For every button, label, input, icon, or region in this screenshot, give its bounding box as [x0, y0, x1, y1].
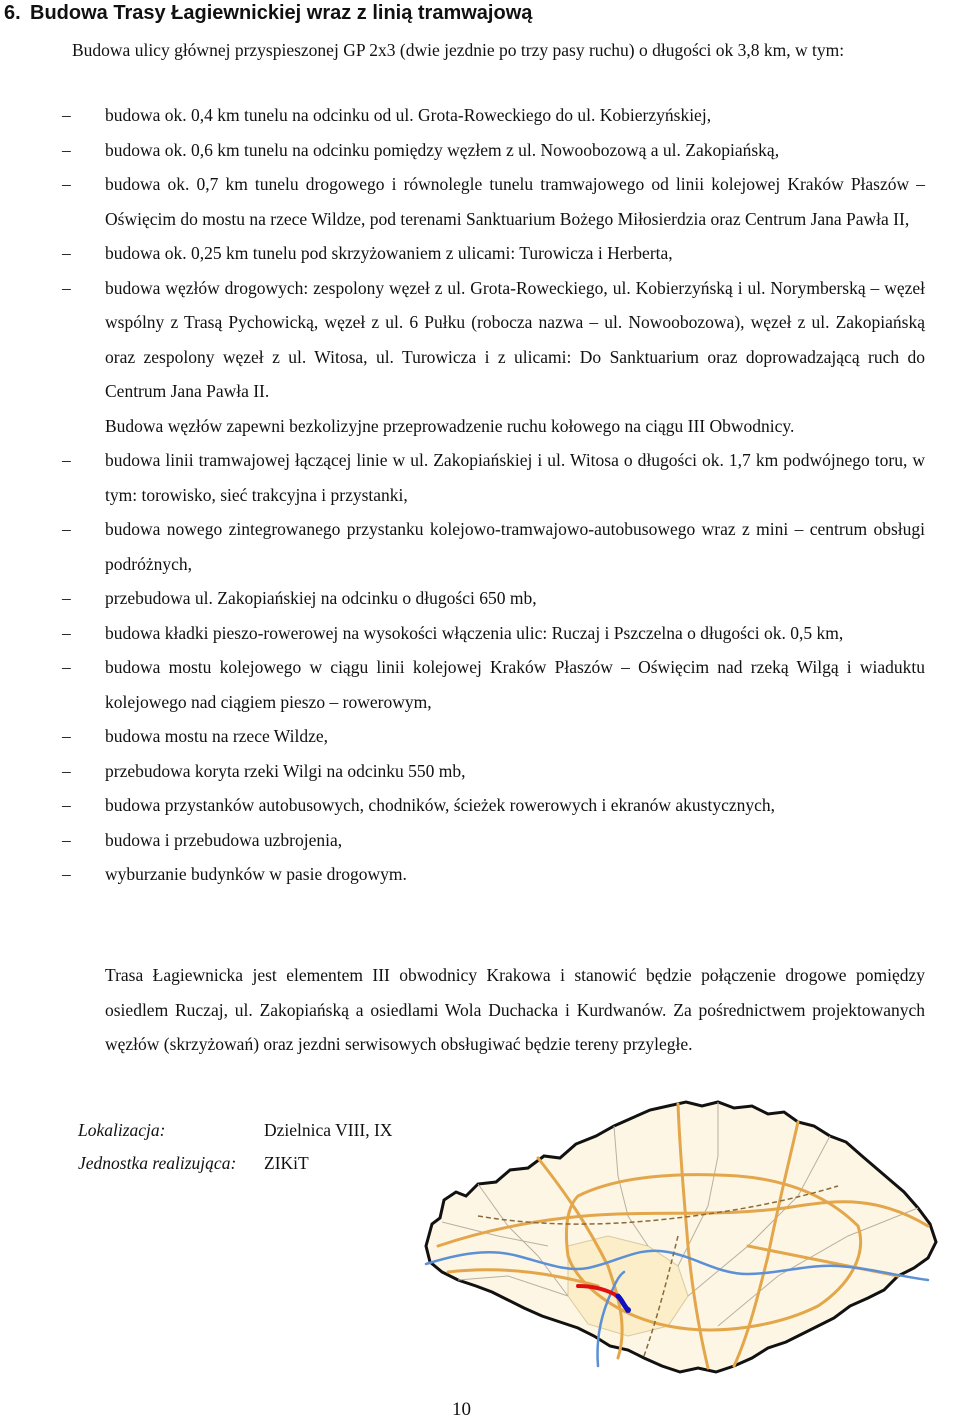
tram-node — [625, 1307, 631, 1313]
list-item: – przebudowa ul. Zakopiańskiej na odcinku o długości 650 mb, — [62, 581, 925, 616]
location-value: Dzielnica VIII, IX — [264, 1120, 393, 1140]
bullet-dash: – — [62, 829, 71, 850]
inline-note: Budowa węzłów zapewni bezkolizyjne przeprowadzenie ruchu kołowego na ciągu III Obwodnicy. — [105, 415, 795, 436]
list-item: – budowa i przebudowa uzbrojenia, — [62, 823, 925, 858]
bullet-dash: – — [62, 760, 71, 781]
list-item: – budowa ok. 0,25 km tunelu pod skrzyżowaniem z ulicami: Turowicza i Herberta, — [62, 236, 925, 271]
list-item: – budowa kładki pieszo-rowerowej na wysokości włączenia ulic: Ruczaj i Pszczelna o długości ok. 0,5 km, — [62, 616, 925, 651]
bullet-dash: – — [62, 864, 71, 884]
closing-paragraph: Trasa Łagiewnicka jest elementem III obwodnicy Krakowa i stanowić będzie połączenie drogowe pomiędzy osiedlem Ruczaj, ul. Zakopiańską a osiedlami Wola Duchacka i Kurdwanów. Za pośrednictwem projektowanych węzłów (skrzyżowań) oraz jezdni serwisowych obsługiwać będzie tereny przyległe. — [105, 965, 925, 1054]
page-number: 10 — [452, 1399, 471, 1420]
section-heading — [4, 2, 532, 25]
section-number: 6. — [4, 2, 21, 24]
list-item: – budowa ok. 0,6 km tunelu na odcinku pomiędzy węzłem z ul. Nowoobozową a ul. Zakopiańską, — [62, 133, 925, 168]
list-item: – budowa mostu na rzece Wildze, — [62, 719, 925, 754]
bullet-dash: – — [62, 622, 71, 643]
unit-value: ZIKiT — [264, 1153, 309, 1173]
bullet-dash: – — [62, 726, 71, 746]
bullet-dash: – — [62, 588, 71, 608]
bullet-dash: – — [62, 450, 71, 470]
list-item: – budowa linii tramwajowej łączącej linie w ul. Zakopiańskiej i ul. Witosa o długości ok. 1,7 km podwójnego toru, w tym: torowisko, sieć trakcyjna i przystanki, — [62, 443, 925, 512]
list-item: – przebudowa koryta rzeki Wilgi na odcinku 550 mb, — [62, 754, 925, 789]
list-item: – budowa węzłów drogowych: zespolony węzeł z ul. Grota-Roweckiego, ul. Kobierzyńską i ul. Norymberską – węzeł wspólny z Trasą Pychowicką, węzeł z ul. 6 Pułku (robocza nazwa – ul. Nowoobozowa), węzeł z ul. Zakopiańską oraz zespolony węzeł z ul. Witosa, ul. Turowicza i z ulicami: Do Sanktuarium oraz doprowadzającą ruch do Centrum Jana Pawła II. — [62, 271, 925, 409]
bullet-dash: – — [62, 519, 71, 539]
bullet-dash: – — [62, 243, 71, 263]
unit-label: Jednostka realizująca: — [78, 1153, 237, 1173]
intro-paragraph: Budowa ulicy głównej przyspieszonej GP 2x3 (dwie jezdnie po trzy pasy ruchu) o długości ok 3,8 km, w tym: — [72, 40, 845, 60]
section-title: Budowa Trasy Łagiewnickiej wraz z linią tramwajową — [30, 2, 533, 24]
list-item: – budowa ok. 0,4 km tunelu na odcinku od ul. Grota-Roweckiego do ul. Kobierzyńskiej, — [62, 98, 925, 133]
bullet-dash: – — [62, 139, 71, 160]
location-map — [418, 1096, 940, 1378]
list-item: – budowa mostu kolejowego w ciągu linii kolejowej Kraków Płaszów – Oświęcim nad rzeką Wilgą i wiaduktu kolejowego nad ciągiem pieszo – rowerowym, — [62, 650, 925, 719]
list-item: – budowa nowego zintegrowanego przystanku kolejowo-tramwajowo-autobusowego wraz z mini – centrum obsługi podróżnych, — [62, 512, 925, 581]
list-item: – budowa przystanków autobusowych, chodników, ścieżek rowerowych i ekranów akustycznych, — [62, 788, 925, 823]
location-row — [78, 1113, 392, 1147]
list-item: – budowa ok. 0,7 km tunelu drogowego i równolegle tunelu tramwajowego od linii kolejowej Kraków Płaszów – Oświęcim do mostu na rzece Wildze, pod terenami Sanktuarium Bożego Miłosierdzia oraz Centrum Jana Pawła II, — [62, 167, 925, 236]
bullet-dash: – — [62, 277, 71, 298]
scope-list — [62, 98, 925, 892]
bullet-dash: – — [62, 657, 71, 677]
list-item: – wyburzanie budynków w pasie drogowym. — [62, 857, 925, 892]
unit-row — [78, 1146, 309, 1180]
bullet-dash: – — [62, 795, 71, 815]
bullet-dash: – — [62, 174, 71, 194]
bullet-dash: – — [62, 105, 71, 125]
location-label: Lokalizacja: — [78, 1120, 166, 1140]
